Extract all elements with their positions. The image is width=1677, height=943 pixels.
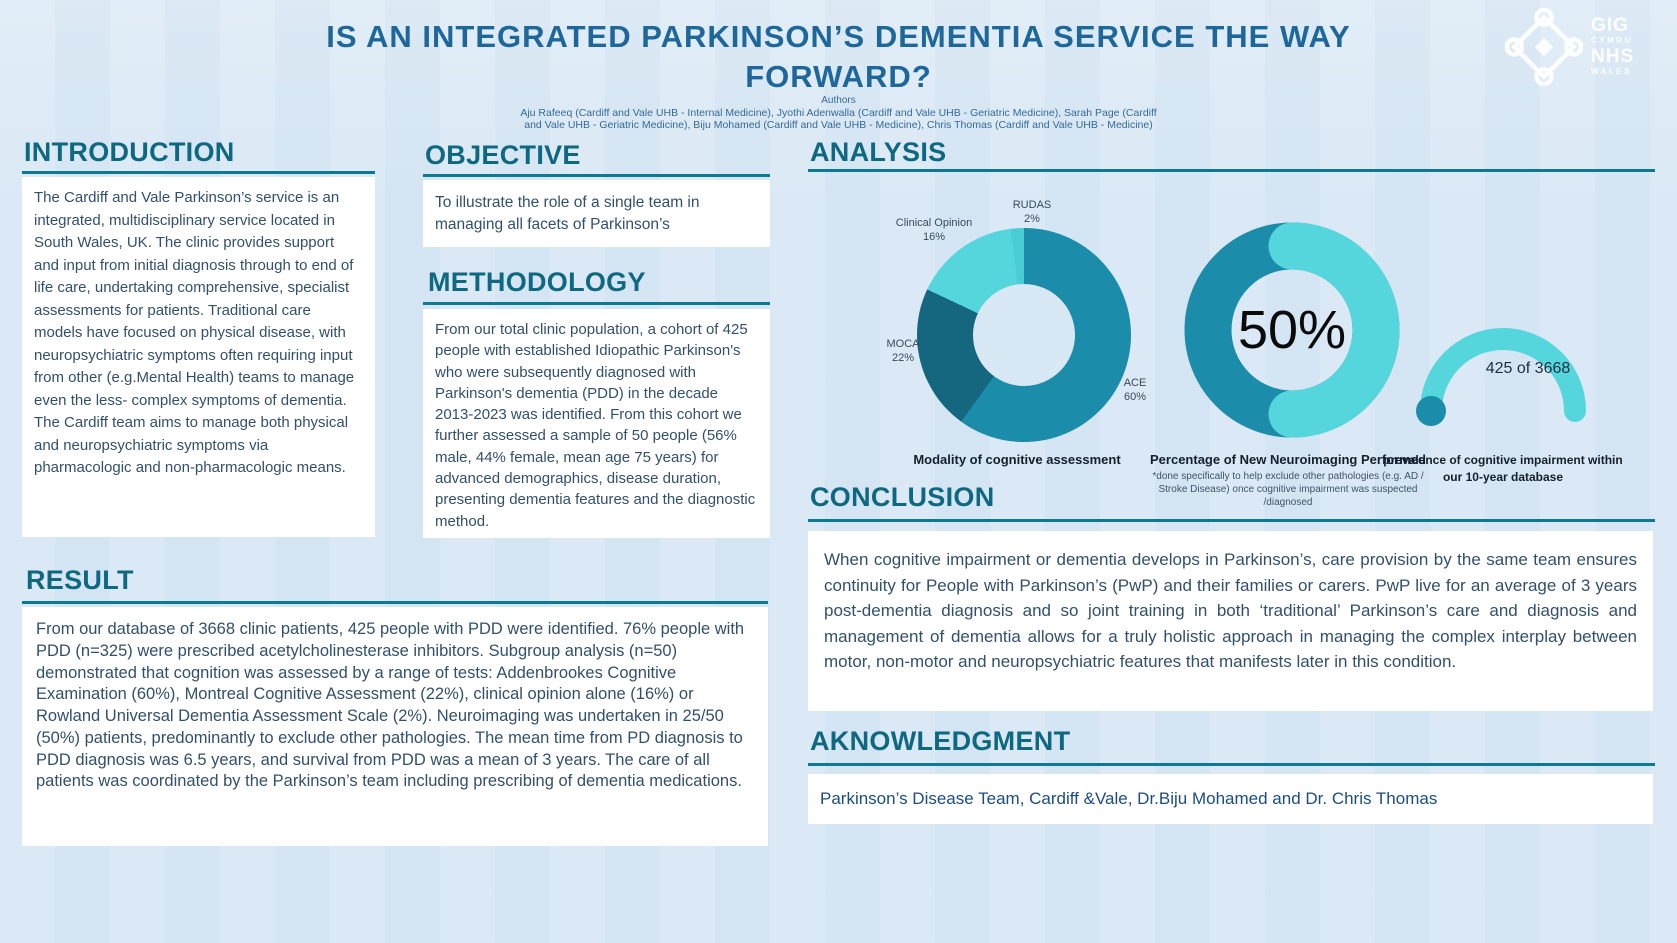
analysis-heading: ANALYSIS	[810, 137, 947, 167]
prevalence-chart-caption: prevalence of cognitive impairment within our 10-year database	[1383, 453, 1623, 484]
logo-nhs: NHS	[1591, 46, 1635, 67]
result-heading: RESULT	[26, 565, 134, 595]
poster-title-line-1: IS AN INTEGRATED PARKINSON’S DEMENTIA SERVICE THE WAY	[326, 19, 1351, 54]
ace-label: ACE	[1123, 377, 1147, 389]
nhs-wales-logo-text	[1591, 16, 1634, 78]
modality-donut-hole	[973, 284, 1075, 386]
donut-label-rudas	[1002, 198, 1062, 227]
acknowledgment-heading: AKNOWLEDGMENT	[810, 726, 1071, 756]
methodology-body: From our total clinic population, a cohort of 425 people with established Idiopathic Parkinson's who were subsequently diagnosed with Parkinson's dementia (PDD) in the decade 2013-2023 was identified. From this cohort we further assessed a sample of 50 people (56% male, 44% female, mean age 75 years) for advanced demographics, disease duration, presenting dementia features and the diagnostic method.	[423, 309, 770, 538]
authors-line-1: Aju Rafeeq (Cardiff and Vale UHB - Internal Medicine), Jyothi Adenwalla (Cardiff and Vale UHB - Geriatric Medicine), Sarah Page (Cardiff	[520, 107, 1157, 119]
moca-pct: 22%	[891, 352, 915, 365]
authors-line-2: and Vale UHB - Geriatric Medicine), Biju Mohamed (Cardiff and Vale UHB - Medicine), Chris Thomas (Cardiff and Vale UHB - Medicine)	[524, 119, 1153, 131]
objective-rule	[423, 174, 770, 177]
introduction-heading: INTRODUCTION	[24, 137, 235, 167]
modality-donut-chart	[917, 228, 1131, 442]
poster-title-line-2: FORWARD?	[745, 59, 932, 94]
conclusion-body: When cognitive impairment or dementia develops in Parkinson’s, care provision by the same team ensures continuity for People with Parkinson’s (PwP) and their families or carers. PwP live for an average of 3 years post-dementia diagnosis and so joint training in both ‘traditional’ Parkinson’s care and diagnosis and management of dementia allows for a truly holistic approach in managing the complex interplay between motor, non-motor and neuropsychiatric features that manifests later in this condition.	[808, 531, 1653, 711]
conclusion-rule	[808, 519, 1655, 522]
neuroimaging-center-value: 50%	[1237, 300, 1347, 360]
donut-label-moca	[873, 337, 933, 366]
logo-wales: WALES	[1591, 67, 1632, 76]
introduction-body: The Cardiff and Vale Parkinson’s service is an integrated, multidisciplinary service located in South Wales, UK. The clinic provides support and input from initial diagnosis through to end of life care, undertaking comprehensive, specialist assessments for patients. Traditional care models have focused on physical disease, with neuropsychiatric symptoms often requiring input from other (e.g.Mental Health) teams to manage even the less- complex symptoms of dementia. The Cardiff team aims to manage both physical and neuropsychiatric symptoms via pharmacologic and non-pharmacologic means.	[22, 177, 375, 537]
introduction-rule	[22, 171, 375, 174]
prevalence-value: 425 of 3668	[1485, 360, 1571, 377]
clinical-opinion-label: Clinical Opinion	[895, 217, 973, 229]
prevalence-gauge-dot	[1416, 396, 1446, 426]
donut-label-clinical-opinion	[869, 216, 999, 245]
clinical-opinion-pct: 16%	[922, 231, 946, 244]
methodology-heading: METHODOLOGY	[428, 267, 646, 297]
authors-label: Authors	[821, 95, 856, 106]
modality-chart-caption: Modality of cognitive assessment	[913, 452, 1121, 467]
objective-body: To illustrate the role of a single team in managing all facets of Parkinson’s	[423, 180, 770, 247]
logo-cymru: CYMRU	[1591, 36, 1633, 45]
result-body: From our database of 3668 clinic patients, 425 people with PDD were identified. 76% people with PDD (n=325) were prescribed acetylcholinesterase inhibitors. Subgroup analysis (n=50) demonstrated that cognition was assessed by a range of tests: Addenbrookes Cognitive Examination (60%), Montreal Cognitive Assessment (22%), clinical opinion alone (16%) or Rowland Universal Dementia Assessment Scale (2%). Neuroimaging was undertaken in 25/50 (50%) patients, predominantly to exclude other pathologies. The mean time from PD diagnosis to PDD diagnosis was 6.5 years, and survival from PDD was a mean of 3 years. The care of all patients was coordinated by the Parkinson’s team including prescribing of dementia medications.	[22, 607, 768, 846]
result-rule	[22, 601, 768, 604]
analysis-rule	[808, 169, 1655, 172]
methodology-rule	[423, 302, 770, 305]
nhs-wales-emblem-icon	[1505, 8, 1583, 86]
nhs-wales-logo	[1505, 8, 1634, 86]
donut-label-ace	[1104, 376, 1166, 405]
neuroimaging-footnote: *done specifically to help exclude other pathologies (e.g. AD / Stroke Disease) once cognitive impairment was suspected /diagnosed	[1152, 471, 1424, 508]
ace-pct: 60%	[1123, 391, 1147, 404]
rudas-pct: 2%	[1024, 213, 1040, 226]
objective-heading: OBJECTIVE	[425, 140, 581, 170]
rudas-label: RUDAS	[1012, 199, 1052, 211]
acknowledgment-body: Parkinson’s Disease Team, Cardiff &Vale, Dr.Biju Mohamed and Dr. Chris Thomas	[808, 774, 1653, 824]
neuroimaging-chart-caption: Percentage of New Neuroimaging Performed	[1150, 452, 1426, 467]
acknowledgment-rule	[808, 763, 1655, 766]
conclusion-heading: CONCLUSION	[810, 482, 995, 512]
moca-label: MOCA	[886, 338, 920, 350]
logo-gig: GIG	[1591, 15, 1629, 36]
